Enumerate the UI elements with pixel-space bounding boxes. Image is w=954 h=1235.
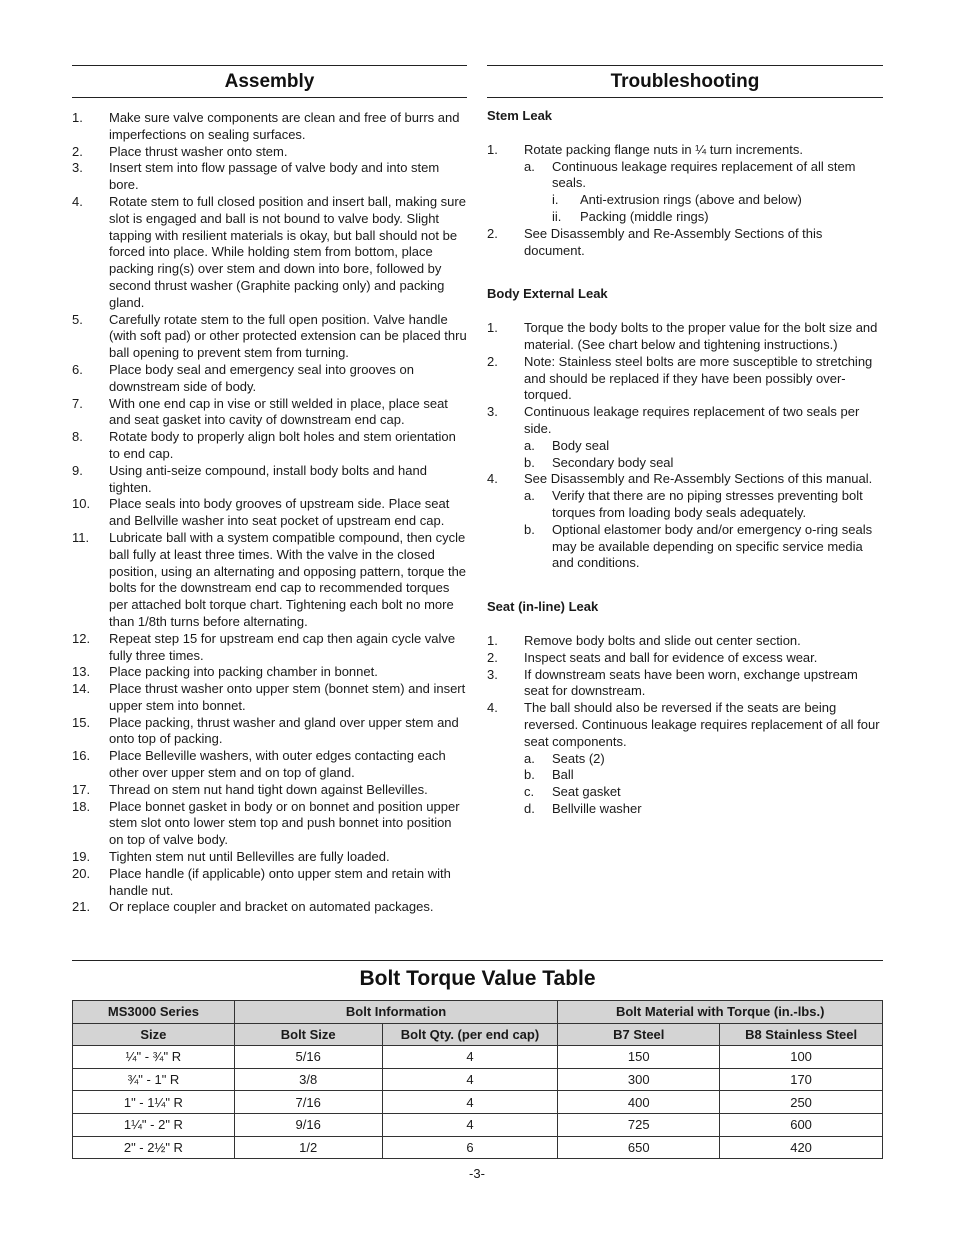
table-cell: 4 — [382, 1113, 558, 1136]
step-number: 14. — [72, 681, 91, 697]
assembly-step — [72, 396, 467, 430]
list-subitem: d. Bellville washer — [524, 800, 642, 816]
step-text: Lubricate ball with a system compatible compound, then cycle ball fully at least three times. With the valve in the closed position, using an alternating and opposing pattern, torque the bolts for the downstream end cap to recommended torques per attached bolt torque chart. Tightening each bolt no more than 1/8th turns before alternating. — [109, 529, 467, 629]
step-number: 11. — [72, 529, 90, 545]
step-number: 9. — [72, 462, 83, 478]
table-cell: 2" - 2½" R — [73, 1136, 235, 1159]
step-number: 6. — [72, 361, 83, 377]
assembly-step — [72, 631, 467, 665]
assembly-step — [72, 496, 467, 530]
table-cell: 725 — [558, 1113, 720, 1136]
step-text: Place Belleville washers, with outer edges contacting each other over upper stem and on top of gland. — [109, 748, 446, 781]
table-row — [73, 1113, 883, 1136]
col-header-size: Size — [73, 1023, 235, 1046]
table-cell: 150 — [558, 1046, 720, 1069]
table-row — [73, 1046, 883, 1069]
assembly-step — [72, 782, 467, 799]
step-text: Place thrust washer onto stem. — [109, 143, 288, 159]
table-row — [73, 1091, 883, 1114]
table-cell: 100 — [720, 1046, 883, 1069]
assembly-step — [72, 463, 467, 497]
table-cell: 5/16 — [234, 1046, 382, 1069]
step-number: 19. — [72, 849, 91, 865]
table-cell: 1" - 1¼" R — [73, 1091, 235, 1114]
assembly-section — [72, 65, 467, 916]
step-number: 5. — [72, 311, 83, 327]
step-text: Carefully rotate stem to the full open position. Valve handle (with soft pad) or other protected extension can be placed thru ball opening to prevent stem from turning. — [109, 311, 467, 361]
step-text: Place seals into body grooves of upstream side. Place seat and Bellville washer into seat pocket of upstream end cap. — [109, 496, 450, 529]
list-subitem: b. Secondary body seal — [524, 454, 674, 470]
table-cell: 7/16 — [234, 1091, 382, 1114]
step-number: 4. — [72, 193, 83, 209]
table-cell: 9/16 — [234, 1113, 382, 1136]
bolt-torque-section — [72, 960, 883, 1159]
list-item: 3. Continuous leakage requires replacement of two seals per side. — [487, 404, 860, 436]
table-cell: 1¼" - 2" R — [73, 1113, 235, 1136]
list-subitem: i. Anti-extrusion rings (above and below) — [552, 192, 802, 208]
table-group-header-row — [73, 1001, 883, 1024]
assembly-step — [72, 144, 467, 161]
list-item: 2. Inspect seats and ball for evidence of excess wear. — [487, 649, 818, 665]
step-number: 15. — [72, 714, 91, 730]
body-leak-heading: Body External Leak — [487, 286, 608, 302]
table-cell: ¾" - 1" R — [73, 1068, 235, 1091]
table-cell: 1/2 — [234, 1136, 382, 1159]
bolt-torque-table — [72, 1000, 883, 1159]
assembly-step — [72, 849, 467, 866]
assembly-step — [72, 362, 467, 396]
step-number: 12. — [72, 630, 91, 646]
step-text: Thread on stem nut hand tight down against Bellevilles. — [109, 781, 428, 797]
list-item: 1. Torque the body bolts to the proper value for the bolt size and material. (See chart below and tightening instructions.) — [487, 320, 878, 352]
assembly-step — [72, 429, 467, 463]
step-text: Insert stem into flow passage of valve body and into stem bore. — [109, 160, 440, 193]
assembly-step — [72, 110, 467, 144]
bolt-torque-title: Bolt Torque Value Table — [72, 960, 883, 997]
step-text: With one end cap in vise or still welded in place, place seat and seat gasket into cavity of downstream end cap. — [109, 395, 448, 428]
assembly-step — [72, 866, 467, 900]
table-cell: 420 — [720, 1136, 883, 1159]
list-subitem: c. Seat gasket — [524, 784, 621, 800]
list-item: 2. Note: Stainless steel bolts are more susceptible to stretching and should be replaced if they have been possibly over-torqued. — [487, 353, 873, 403]
assembly-step — [72, 715, 467, 749]
assembly-step — [72, 530, 467, 631]
assembly-step — [72, 160, 467, 194]
step-number: 2. — [72, 143, 83, 159]
step-number: 16. — [72, 748, 91, 764]
col-header-bolt-size: Bolt Size — [234, 1023, 382, 1046]
table-cell: 6 — [382, 1136, 558, 1159]
step-text: Place thrust washer onto upper stem (bonnet stem) and insert upper stem into bonnet. — [109, 681, 466, 713]
step-text: Place packing into packing chamber in bonnet. — [109, 664, 378, 680]
step-text: Tighten stem nut until Bellevilles are fully loaded. — [109, 849, 390, 865]
step-text: Rotate body to properly align bolt holes and stem orientation to end cap. — [109, 429, 456, 461]
group-header-series: MS3000 Series — [73, 1001, 235, 1024]
assembly-step — [72, 681, 467, 715]
table-header-row — [73, 1023, 883, 1046]
step-text: Repeat step 15 for upstream end cap then again cycle valve fully three times. — [109, 630, 456, 663]
troubleshooting-section — [487, 65, 883, 818]
list-item: 2. See Disassembly and Re-Assembly Sections of this document. — [487, 225, 823, 258]
table-cell: ¼" - ¾" R — [73, 1046, 235, 1069]
table-cell: 170 — [720, 1068, 883, 1091]
list-item: 1. Rotate packing flange nuts in ¼ turn increments. — [487, 141, 803, 157]
list-item: 4. The ball should also be reversed if the seats are being reversed. Continuous leakage requires replacement of all four seat components. — [487, 700, 880, 749]
assembly-heading: Assembly — [72, 65, 467, 98]
table-cell: 400 — [558, 1091, 720, 1114]
step-text: Using anti-seize compound, install body bolts and hand tighten. — [109, 462, 427, 495]
step-text: Rotate stem to full closed position and insert ball, making sure slot is engaged and ball is not bound to valve body. Slight tapping with resilient materials is okay, but ball should not be forced into place. While holding stem from bottom, place packing ring(s) over stem and down into bore, followed by second thrust washer (Graphite packing only) and packing gland. — [109, 193, 466, 310]
step-text: Place handle (if applicable) onto upper stem and retain with handle nut. — [109, 865, 451, 898]
table-cell: 250 — [720, 1091, 883, 1114]
table-cell: 600 — [720, 1113, 883, 1136]
list-item: 4. See Disassembly and Re-Assembly Sections of this manual. — [487, 471, 873, 487]
assembly-step — [72, 899, 467, 916]
table-cell: 4 — [382, 1091, 558, 1114]
group-header-bolt-material: Bolt Material with Torque (in.-lbs.) — [558, 1001, 883, 1024]
assembly-step — [72, 194, 467, 312]
assembly-step — [72, 748, 467, 782]
assembly-step — [72, 312, 467, 362]
step-number: 17. — [72, 781, 91, 797]
step-number: 3. — [72, 160, 83, 176]
seat-leak-list — [487, 633, 883, 818]
step-text: Place packing, thrust washer and gland over upper stem and onto top of packing. — [109, 714, 459, 747]
step-number: 18. — [72, 798, 91, 814]
step-text: Make sure valve components are clean and free of burrs and imperfections on sealing surfaces. — [109, 110, 460, 142]
stem-leak-heading: Stem Leak — [487, 108, 553, 123]
seat-leak-heading: Seat (in-line) Leak — [487, 599, 599, 615]
list-subitem: b. Optional elastomer body and/or emergency o-ring seals may be available depending on specific service media and conditions. — [524, 521, 873, 571]
list-item: 1. Remove body bolts and slide out center section. — [487, 632, 801, 648]
list-subitem: a. Continuous leakage requires replacement of all stem seals. — [524, 158, 856, 191]
list-subitem: a. Body seal — [524, 437, 610, 453]
table-cell: 4 — [382, 1046, 558, 1069]
col-header-b7: B7 Steel — [558, 1023, 720, 1046]
table-cell: 650 — [558, 1136, 720, 1159]
group-header-bolt-info: Bolt Information — [234, 1001, 558, 1024]
step-text: Or replace coupler and bracket on automated packages. — [109, 899, 434, 915]
list-subitem: a. Seats (2) — [524, 750, 605, 766]
col-header-bolt-qty: Bolt Qty. (per end cap) — [382, 1023, 558, 1046]
table-cell: 300 — [558, 1068, 720, 1091]
step-number: 7. — [72, 395, 83, 411]
list-item: 3. If downstream seats have been worn, exchange upstream seat for downstream. — [487, 666, 858, 699]
table-cell: 3/8 — [234, 1068, 382, 1091]
step-number: 20. — [72, 865, 91, 881]
stem-leak-list — [487, 142, 883, 260]
troubleshooting-heading: Troubleshooting — [487, 65, 883, 98]
table-row — [73, 1068, 883, 1091]
col-header-b8: B8 Stainless Steel — [720, 1023, 883, 1046]
list-subitem: a. Verify that there are no piping stresses preventing bolt torques from loading body seals adequately. — [524, 488, 863, 520]
assembly-steps-list — [72, 110, 467, 916]
step-number: 1. — [72, 110, 83, 125]
step-text: Place body seal and emergency seal into grooves on downstream side of body. — [109, 361, 414, 394]
list-subitem: b. Ball — [524, 767, 574, 783]
step-number: 21. — [72, 899, 91, 915]
step-number: 8. — [72, 429, 83, 445]
page-number: -3- — [469, 1166, 485, 1181]
assembly-step — [72, 664, 467, 681]
step-text: Place bonnet gasket in body or on bonnet and position upper stem slot onto lower stem top and push bonnet into position on top of valve body. — [109, 798, 460, 848]
step-number: 10. — [72, 496, 91, 512]
body-leak-list — [487, 320, 883, 572]
step-number: 13. — [72, 664, 91, 680]
table-row — [73, 1136, 883, 1159]
assembly-step — [72, 799, 467, 849]
list-subitem: ii. Packing (middle rings) — [552, 208, 709, 224]
table-cell: 4 — [382, 1068, 558, 1091]
